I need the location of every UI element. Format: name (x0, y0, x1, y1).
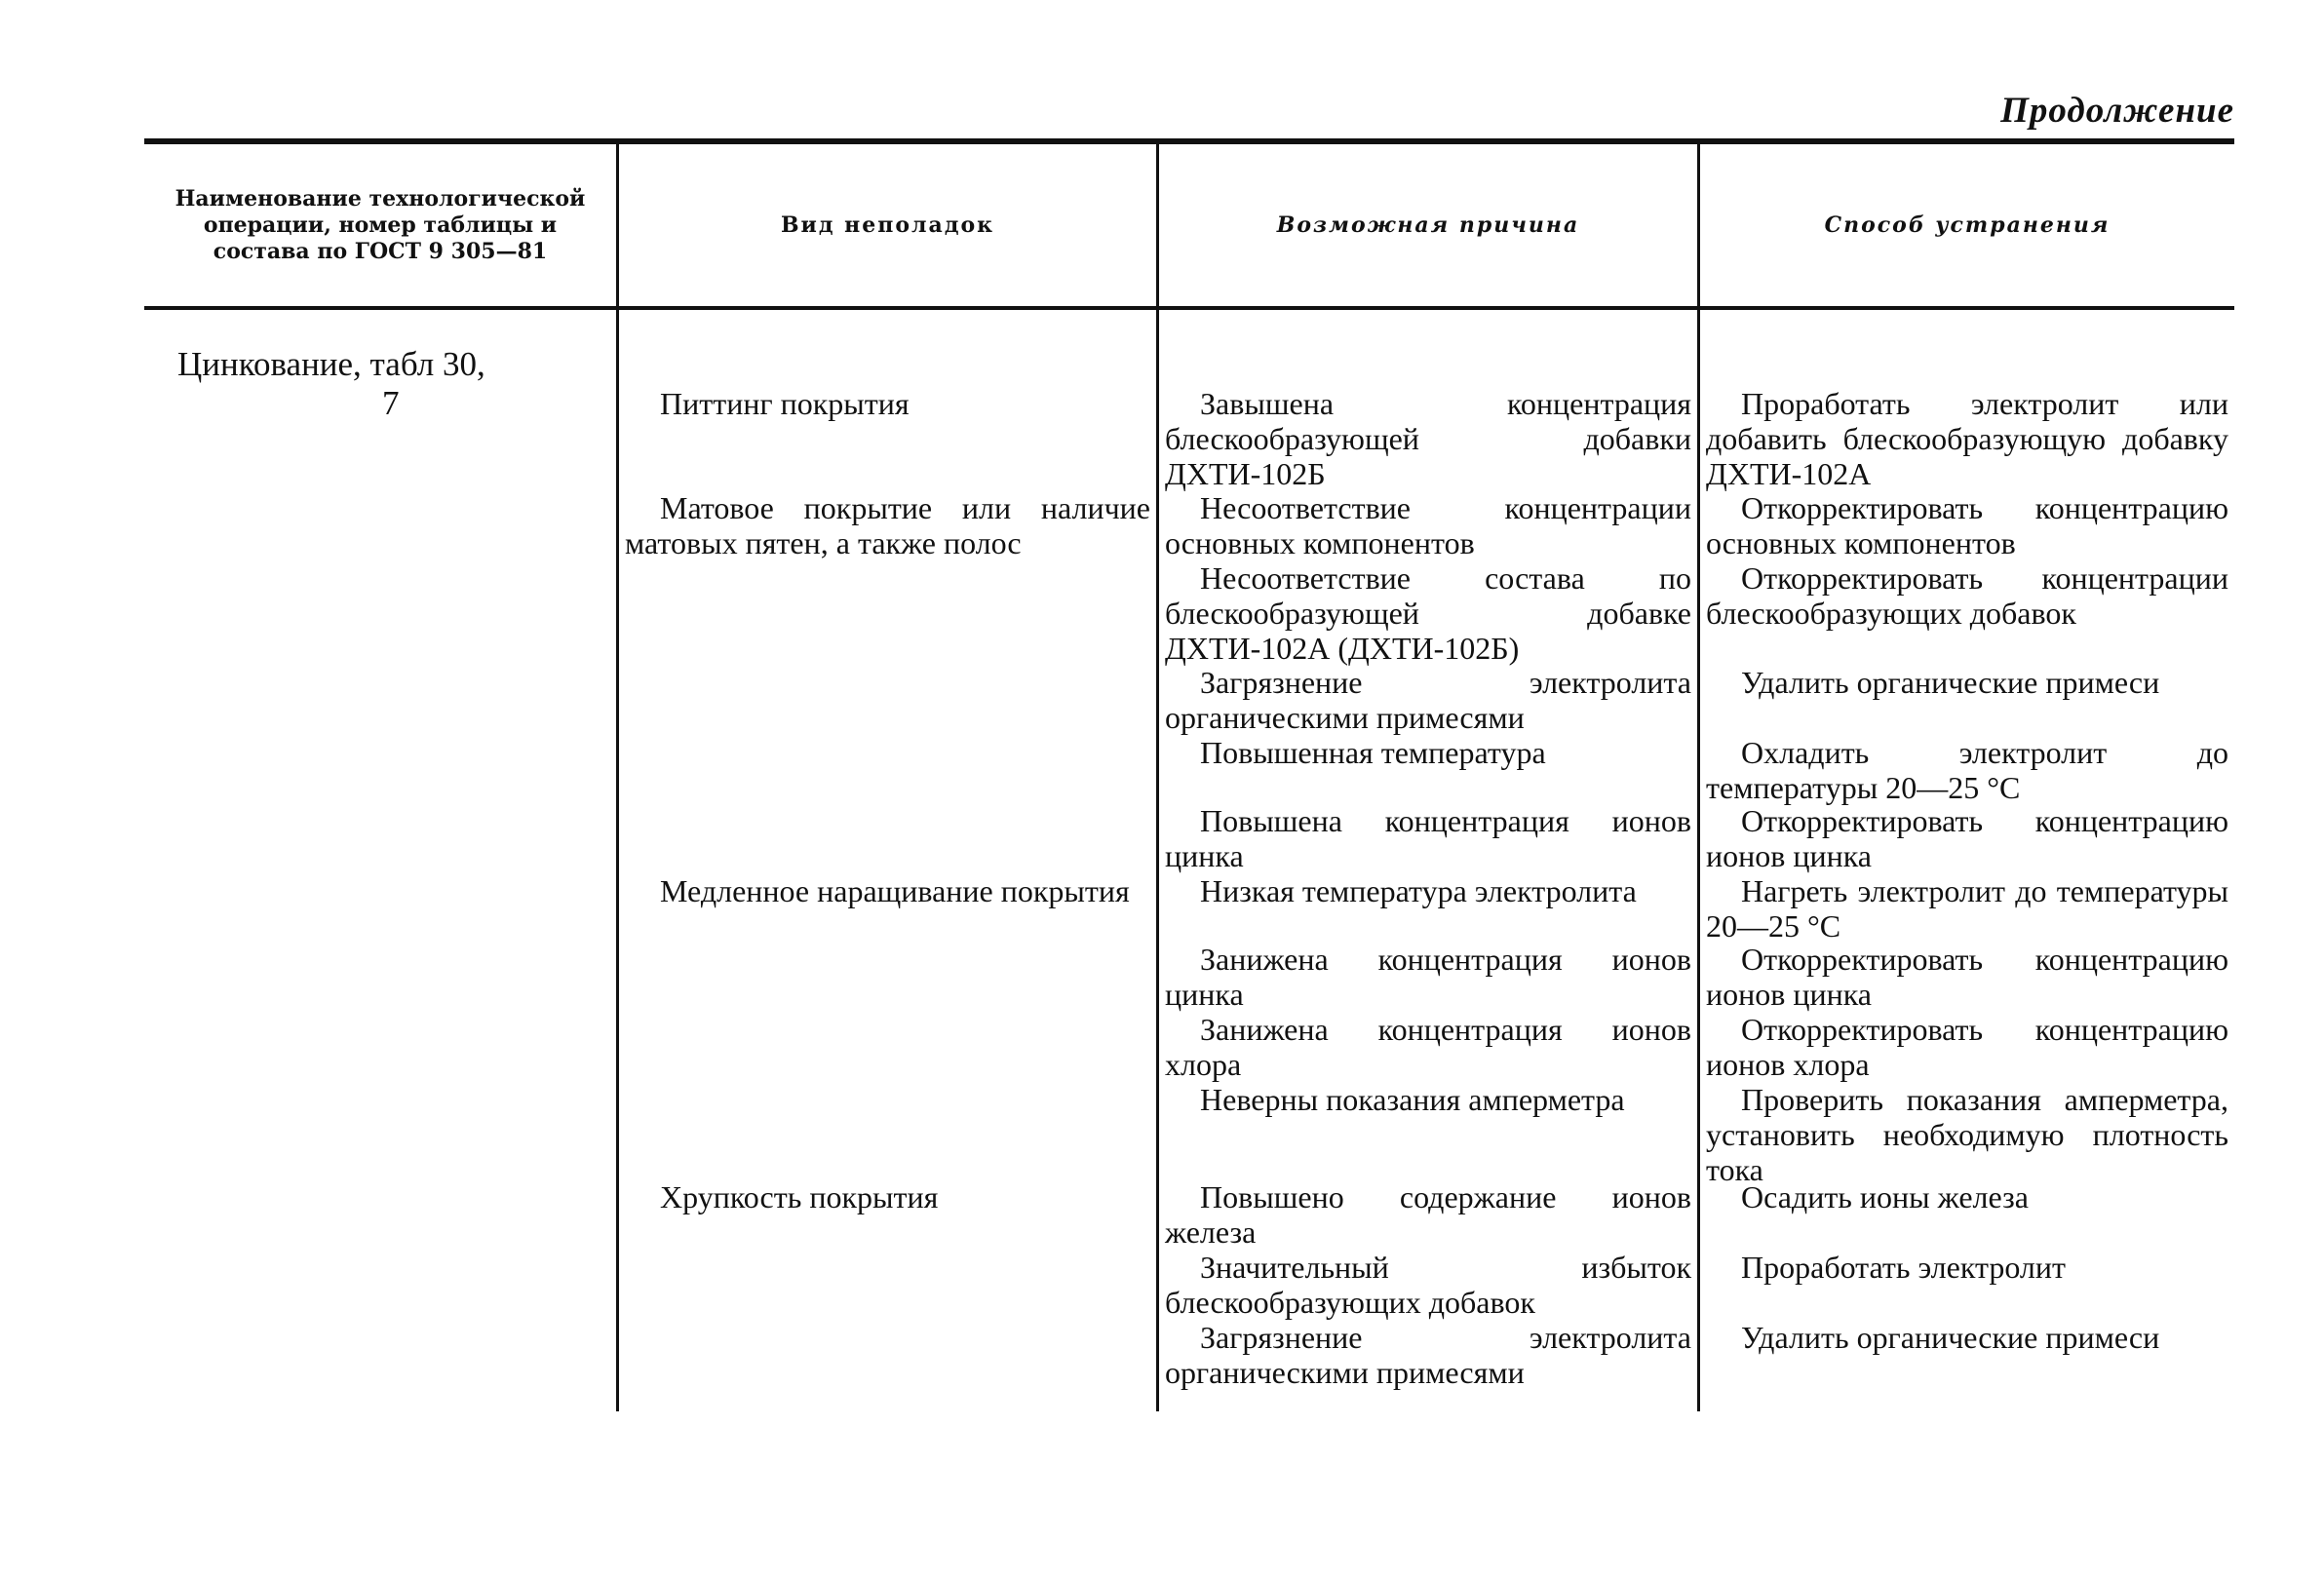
column-header-operation: Наименование технологической операции, номер таблицы и состава по ГОСТ 9 305—81 (174, 185, 586, 264)
cause-item: Повышенная температура (1200, 735, 1546, 770)
column-header-defect: Вид неполадок (780, 212, 995, 238)
defect-item: Матовое покрытие или наличие матовых пятен, а также полос (625, 490, 1150, 560)
cause-item: Занижена концентрация ионов цинка (1165, 942, 1691, 1012)
remedy-item: Нагреть электролит до температуры 20—25 °С (1706, 873, 2228, 944)
operation-number: 7 (382, 384, 400, 422)
cause-item: Значительный избыток блескообразующих добавок (1165, 1250, 1691, 1320)
column-header-cause: Возможная причина (1276, 212, 1580, 238)
remedy-item: Удалить органические примеси (1741, 665, 2160, 700)
defect-item: Хрупкость покрытия (660, 1179, 939, 1214)
remedy-item: Удалить органические примеси (1741, 1320, 2160, 1355)
remedy-item: Осадить ионы железа (1741, 1179, 2029, 1214)
cause-item: Низкая температура электролита (1200, 873, 1637, 908)
operation-name: Цинкование, табл 30, 7 (177, 345, 567, 423)
cause-item: Загрязнение электролита органическими примесями (1165, 1320, 1691, 1390)
remedy-item: Откорректировать концентрацию ионов хлора (1706, 1012, 2228, 1082)
cause-item: Повышена концентрация ионов цинка (1165, 803, 1691, 873)
column-divider-3 (1697, 144, 1700, 1411)
cause-item: Несоответствие состава по блескообразующей добавке ДХТИ-102А (ДХТИ-102Б) (1165, 560, 1691, 666)
remedy-item: Откорректировать концентрации блескообразующих добавок (1706, 560, 2228, 631)
defect-item: Питтинг покрытия (660, 386, 910, 421)
cause-item: Несоответствие концентрации основных компонентов (1165, 490, 1691, 560)
continuation-label: Продолжение (2000, 91, 2234, 131)
cause-item: Повышено содержание ионов железа (1165, 1179, 1691, 1250)
remedy-item: Проработать электролит или добавить блескообразующую добавку ДХТИ-102А (1706, 386, 2228, 491)
cause-item: Загрязнение электролита органическими примесями (1165, 665, 1691, 735)
remedy-item: Проверить показания амперметра, установить необходимую плотность тока (1706, 1082, 2228, 1187)
column-header-remedy: Способ устранения (1824, 212, 2111, 238)
cause-item: Завышена концентрация блескообразующей добавки ДХТИ-102Б (1165, 386, 1691, 491)
remedy-item: Откорректировать концентрацию основных компонентов (1706, 490, 2228, 560)
cause-item: Занижена концентрация ионов хлора (1165, 1012, 1691, 1082)
defect-item: Медленное наращивание покрытия (660, 873, 1130, 908)
table-header-rule (144, 306, 2234, 310)
remedy-item: Охладить электролит до температуры 20—25 °С (1706, 735, 2228, 805)
cause-item: Неверны показания амперметра (1200, 1082, 1625, 1117)
column-divider-2 (1156, 144, 1159, 1411)
remedy-item: Откорректировать концентрацию ионов цинка (1706, 803, 2228, 873)
column-divider-1 (616, 144, 619, 1411)
remedy-item: Откорректировать концентрацию ионов цинка (1706, 942, 2228, 1012)
remedy-item: Проработать электролит (1741, 1250, 2066, 1285)
